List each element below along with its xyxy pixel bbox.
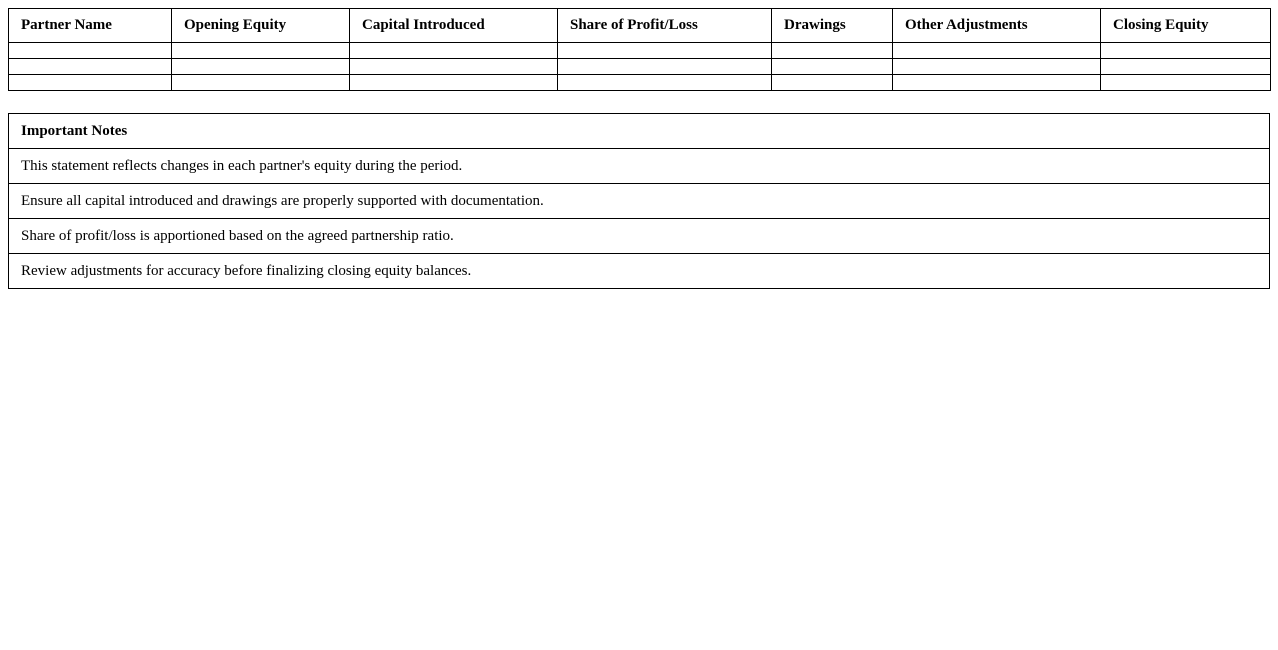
table-cell xyxy=(893,75,1101,91)
note-item: Share of profit/loss is apportioned based on the agreed partnership ratio. xyxy=(9,219,1270,254)
column-header-opening-equity: Opening Equity xyxy=(172,9,350,43)
table-row xyxy=(9,43,1271,59)
notes-row xyxy=(9,219,1270,254)
note-item: Review adjustments for accuracy before finalizing closing equity balances. xyxy=(9,254,1270,289)
table-cell xyxy=(772,75,893,91)
table-cell xyxy=(1101,43,1271,59)
table-row xyxy=(9,75,1271,91)
table-cell xyxy=(172,75,350,91)
table-cell xyxy=(893,43,1101,59)
important-notes-table xyxy=(8,113,1270,289)
table-cell xyxy=(1101,75,1271,91)
table-cell xyxy=(893,59,1101,75)
table-cell xyxy=(558,43,772,59)
table-cell xyxy=(772,43,893,59)
column-header-other-adjustments: Other Adjustments xyxy=(893,9,1101,43)
table-cell xyxy=(350,75,558,91)
table-cell xyxy=(9,43,172,59)
note-item: This statement reflects changes in each partner's equity during the period. xyxy=(9,149,1270,184)
table-row xyxy=(9,59,1271,75)
column-header-partner-name: Partner Name xyxy=(9,9,172,43)
table-cell xyxy=(9,75,172,91)
table-cell xyxy=(558,75,772,91)
table-cell xyxy=(558,59,772,75)
notes-row xyxy=(9,184,1270,219)
column-header-capital-introduced: Capital Introduced xyxy=(350,9,558,43)
column-header-share-of-profit-loss: Share of Profit/Loss xyxy=(558,9,772,43)
table-header-row xyxy=(9,9,1271,43)
column-header-closing-equity: Closing Equity xyxy=(1101,9,1271,43)
column-header-drawings: Drawings xyxy=(772,9,893,43)
table-cell xyxy=(9,59,172,75)
notes-heading: Important Notes xyxy=(9,114,1270,149)
table-cell xyxy=(1101,59,1271,75)
table-cell xyxy=(772,59,893,75)
table-cell xyxy=(350,59,558,75)
table-cell xyxy=(172,59,350,75)
notes-row xyxy=(9,149,1270,184)
table-cell xyxy=(172,43,350,59)
note-item: Ensure all capital introduced and drawings are properly supported with documentation. xyxy=(9,184,1270,219)
partner-equity-table xyxy=(8,8,1271,91)
notes-row xyxy=(9,254,1270,289)
table-cell xyxy=(350,43,558,59)
notes-header-row xyxy=(9,114,1270,149)
